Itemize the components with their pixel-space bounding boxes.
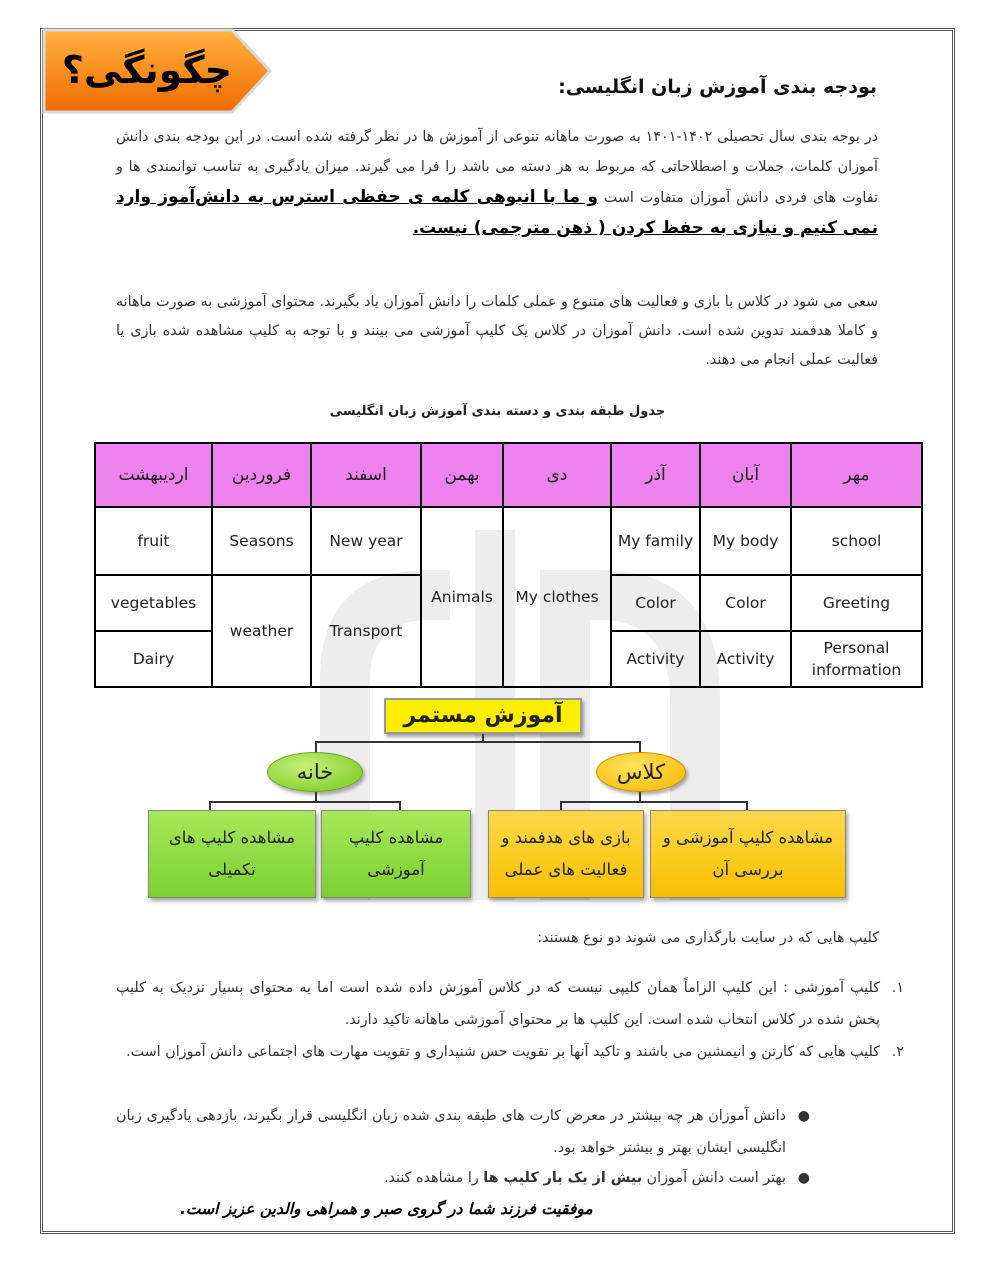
budget-table [94, 442, 923, 688]
list-item [116, 972, 904, 1036]
diagram-root: آموزش مستمر [384, 698, 582, 734]
list-item-text: کلیپ آموزشی : این کلیپ الزاماً همان کلیپی نیست که در کلاس آموزش داده شده است اما به محتوای بسیار نزدیک به کلیپ پخش شده در کلاس انتخاب شده است. این کلیپ ها بر محتوای آموزشی ماهانه تاکید دارند. [116, 980, 880, 1028]
footer-message: موفقیت فرزند شما در گروی صبر و همراهی والدین عزیز است. [180, 1200, 593, 1218]
month-header: آذر [611, 443, 700, 507]
bullet-icon: ● [797, 1170, 810, 1186]
list-number: ۱. [891, 980, 904, 996]
table-cell: My clothes [503, 507, 611, 687]
list-number: ۲. [891, 1044, 904, 1060]
home-node: خانه [267, 752, 363, 792]
paragraph-method: سعی می شود در کلاس با بازی و فعالیت های متنوع و عملی کلمات را دانش آموزان یاد بگیرند. محتوای آموزشی به صورت ماهانه و کاملا هدفمند تدوین شده است. دانش آموزان در کلاس یک کلیپ آموزشی می بینند و با توجه به کلیپ مشاهده شده بازی یا فعالیت عملی انجام می دهند. [116, 294, 878, 368]
table-row [95, 507, 922, 575]
paragraph-emphasis: و ما با انبوهی کلمه ی حفظی استرس به دانش‌آموز وارد نمی کنیم و نیازی به حفظ کردن ( ذهن مترجمی) نیست. [116, 187, 878, 238]
table-cell: fruit [95, 507, 212, 575]
paragraph-intro [116, 122, 878, 244]
table-cell: vegetables [95, 575, 212, 631]
connector-line [209, 801, 401, 803]
class-box-clip: مشاهده کلیپ آموزشی و بررسی آن [650, 810, 846, 898]
table-cell: Activity [700, 631, 791, 687]
month-header: دی [503, 443, 611, 507]
home-box-educational: مشاهده کلیپ آموزشی [321, 810, 471, 898]
list-item [116, 1036, 904, 1068]
table-cell: weather [212, 575, 311, 687]
bullet-item [116, 1162, 810, 1194]
bullet-icon: ● [797, 1108, 810, 1124]
connector-line [315, 741, 641, 743]
table-cell: Activity [611, 631, 700, 687]
class-node: کلاس [596, 752, 686, 792]
table-cell: My body [700, 507, 791, 575]
month-header: مهر [791, 443, 922, 507]
month-header: اردیبهشت [95, 443, 212, 507]
table-cell: New year [311, 507, 421, 575]
paragraph-intro-text: در بوجه بندی سال تحصیلی ۱۴۰۲-۱۴۰۱ به صورت ماهانه تنوعی از آموزش ها در نظر گرفته شده است. در این بودجه بندی دانش آموزان کلمات، جملات و اصطلاحاتی که مربوط به هر دسته می باشد را فرا می گیرند. میزان یادگیری به تناسب توانمندی ها و تفاوت های فردی دانش آموزان متفاوت است [116, 129, 878, 206]
bullet-text: دانش آموزان هر چه بیشتر در معرض کارت های طبقه بندی شده زبان انگلیسی قرار بگیرند، بازدهی یادگیری زبان انگلیسی ایشان بهتر و بیشتر خواهد بود. [116, 1108, 786, 1156]
table-cell: Transport [311, 575, 421, 687]
month-header: فروردین [212, 443, 311, 507]
table-cell: Color [700, 575, 791, 631]
bullet-text-post: را مشاهده کنند. [384, 1170, 484, 1186]
bullet-text-pre: بهتر است دانش آموزان [642, 1170, 786, 1186]
table-title: جدول طبقه بندی و دسته بندی آموزش زبان انگلیسی [329, 404, 666, 419]
table-cell: Seasons [212, 507, 311, 575]
bullet-text-bold: بیش از یک بار کلیپ ها [483, 1170, 643, 1186]
clips-intro: کلیپ هایی که در سایت بارگذاری می شوند دو نوع هستند: [537, 930, 879, 946]
table-cell: Personal information [791, 631, 922, 687]
page-title: بودجه بندی آموزش زبان انگلیسی: [558, 76, 877, 98]
month-header: آبان [700, 443, 791, 507]
table-header-row [95, 443, 922, 507]
table-cell: Dairy [95, 631, 212, 687]
table-cell: My family [611, 507, 700, 575]
month-header: بهمن [421, 443, 503, 507]
list-item-text: کلیپ هایی که کارتن و انیمشین می باشند و تاکید آنها بر تقویت حس شنیداری و تقویت مهارت های اجتماعی دانش آموزان است. [126, 1044, 880, 1060]
bullet-item [116, 1100, 810, 1164]
connector-line [560, 801, 748, 803]
class-box-games: بازی های هدفمند و فعالیت های عملی [488, 810, 644, 898]
table-cell: Color [611, 575, 700, 631]
month-header: اسفند [311, 443, 421, 507]
table-cell: school [791, 507, 922, 575]
home-box-supplementary: مشاهده کلیپ های تکمیلی [148, 810, 316, 898]
table-cell: Greeting [791, 575, 922, 631]
badge-text: چگونگی؟ [61, 48, 232, 92]
table-cell: Animals [421, 507, 503, 687]
